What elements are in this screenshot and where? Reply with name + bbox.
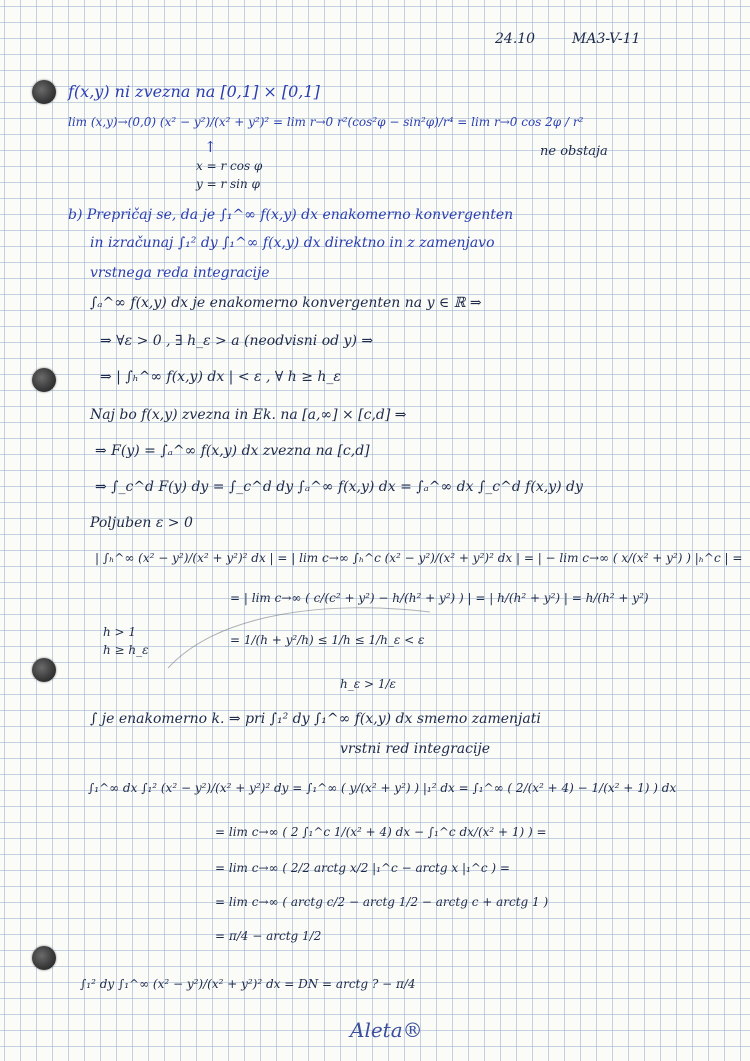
theory-line6: ⇒ ∫_c^d F(y) dy = ∫_c^d dy ∫ₐ^∞ f(x,y) dx = ∫ₐ^∞ dx ∫_c^d f(x,y) dy	[95, 479, 583, 495]
section-b-line1: b) Prepričaj se, da je ∫₁^∞ f(x,y) dx enakomerno konvergenten	[68, 207, 514, 223]
theory-line5: ⇒ F(y) = ∫ₐ^∞ f(x,y) dx zvezna na [c,d]	[95, 443, 370, 459]
theory-line3: ⇒ | ∫ₕ^∞ f(x,y) dx | < ε , ∀ h ≥ h_ε	[100, 369, 341, 385]
binder-hole	[32, 658, 56, 682]
section-b-line3: vrstnega reda integracije	[90, 265, 270, 281]
not-exist-note: ne obstaja	[540, 144, 608, 159]
header-date: 24.10	[495, 31, 536, 47]
section-b-line2: in izračunaj ∫₁² dy ∫₁^∞ f(x,y) dx direktno in z zamenjavo	[90, 235, 495, 251]
proof-line5: h_ε > 1/ε	[340, 677, 396, 691]
substitution-x: x = r cos φ	[196, 159, 263, 173]
direct-line3: ∫₁^∞ dx ∫₁² (x² − y²)/(x² + y²)² dy = ∫₁^∞ ( y/(x² + y²) ) |₁² dx = ∫₁^∞ ( 2/(x² + 4) − 1/(x² + 1) ) dx	[88, 781, 677, 795]
direct-line6: = lim c→∞ ( arctg c/2 − arctg 1/2 − arctg c + arctg 1 )	[215, 895, 549, 909]
theory-line2: ⇒ ∀ε > 0 , ∃ h_ε > a (neodvisni od y) ⇒	[100, 333, 374, 349]
binder-hole	[32, 80, 56, 104]
direct-line8: ∫₁² dy ∫₁^∞ (x² − y²)/(x² + y²)² dx = DN = arctg ? − π/4	[80, 977, 416, 991]
header-code: MA3-V-11	[572, 31, 641, 47]
binder-hole	[32, 368, 56, 392]
theory-line4: Naj bo f(x,y) zvezna in Ek. na [a,∞] × [c,d] ⇒	[90, 407, 407, 423]
substitution-y: y = r sin φ	[196, 177, 260, 191]
notebook-logo: Aleta®	[350, 1018, 423, 1042]
proof-condition1: h > 1	[103, 625, 137, 639]
arrow-note: ↑	[204, 138, 217, 156]
proof-condition2: h ≥ h_ε	[103, 643, 149, 657]
theory-line1: ∫ₐ^∞ f(x,y) dx je enakomerno konvergenten na y ∈ ℝ ⇒	[90, 295, 482, 311]
limit-a: lim (x,y)→(0,0) (x² − y²)/(x² + y²)² = lim r→0 r²(cos²φ − sin²φ)/r⁴ = lim r→0 cos 2φ / r²	[68, 115, 584, 129]
direct-line5: = lim c→∞ ( 2/2 arctg x/2 |₁^c − arctg x |₁^c ) =	[215, 861, 510, 875]
proof-line4: = 1/(h + y²/h) ≤ 1/h ≤ 1/h_ε < ε	[230, 633, 425, 647]
binder-hole	[32, 946, 56, 970]
proof-line2: | ∫ₕ^∞ (x² − y²)/(x² + y²)² dx | = | lim c→∞ ∫ₕ^c (x² − y²)/(x² + y²)² dx | = | − lim c→∞ ( x/(x² + y²) ) |ₕ^c | =	[95, 551, 743, 565]
direct-line7: = π/4 − arctg 1/2	[215, 929, 322, 943]
proof-line3: = | lim c→∞ ( c/(c² + y²) − h/(h² + y²) ) | = | h/(h² + y²) | = h/(h² + y²)	[230, 591, 649, 605]
direct-line1: ∫ je enakomerno k. ⇒ pri ∫₁² dy ∫₁^∞ f(x,y) dx smemo zamenjati	[90, 711, 541, 727]
direct-line2: vrstni red integracije	[340, 741, 491, 757]
statement-a: f(x,y) ni zvezna na [0,1] × [0,1]	[68, 82, 320, 101]
direct-line4: = lim c→∞ ( 2 ∫₁^c 1/(x² + 4) dx − ∫₁^c dx/(x² + 1) ) =	[215, 825, 547, 839]
proof-line1: Poljuben ε > 0	[90, 515, 193, 531]
